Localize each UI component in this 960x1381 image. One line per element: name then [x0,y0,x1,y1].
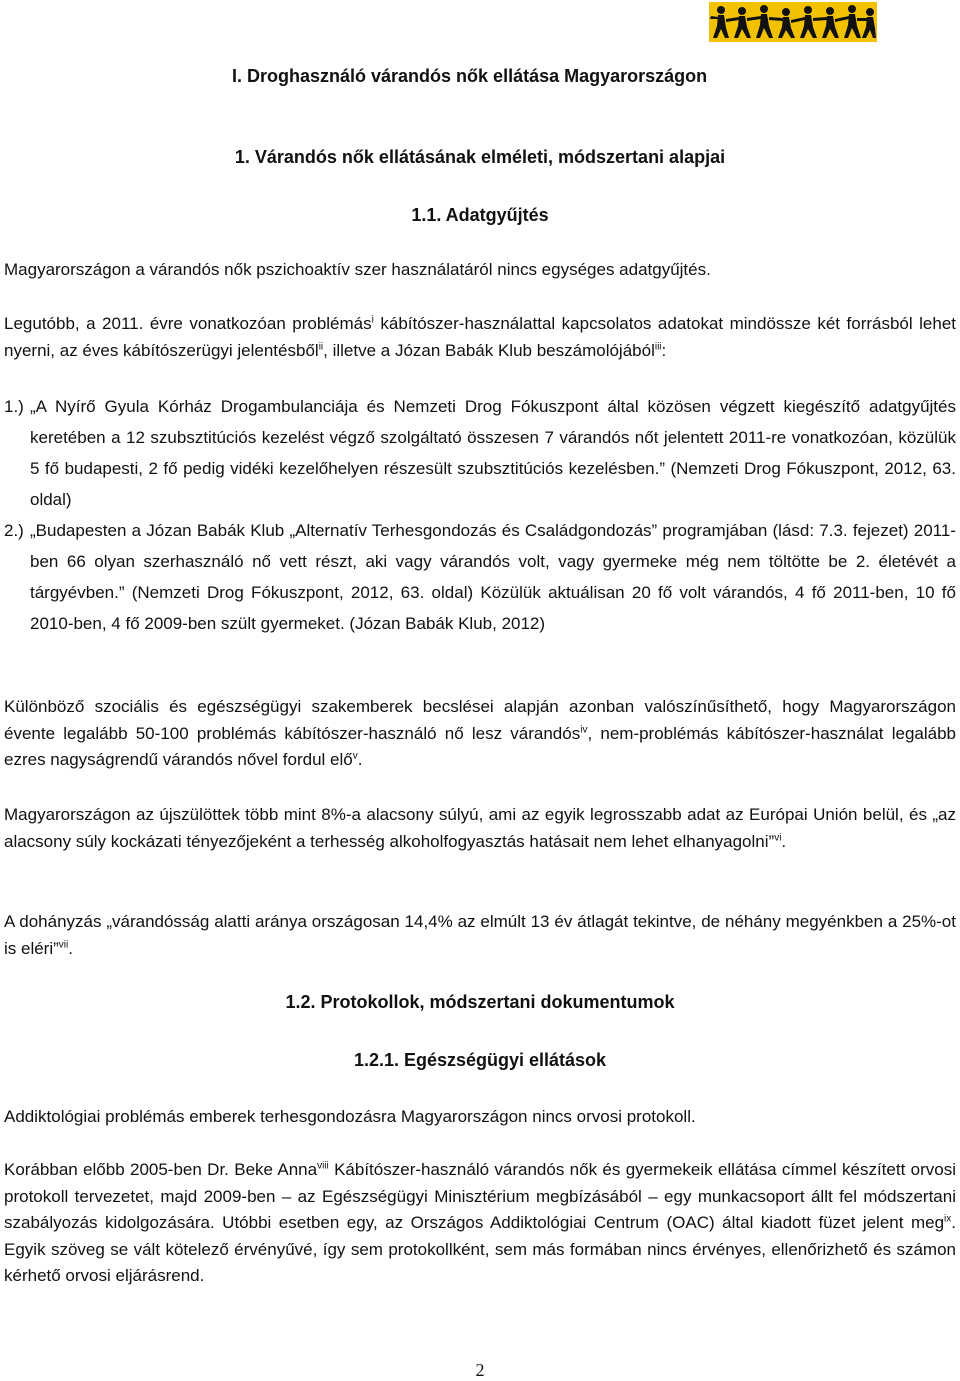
footnote-ref[interactable]: v [352,750,358,762]
footnote-ref[interactable]: i [371,314,374,326]
section-heading-protocols: 1.2. Protokollok, módszertani dokumentumok [285,992,675,1012]
list-item-text: „A Nyírő Gyula Kórház Drogambulanciája és Nemzeti Drog Fókuszpont által közösen végzett kiegészítő adatgyűjtés keretében a 12 szubsztitúciós kezelést végző szolgáltató összesen 7 várandós nőt jelentett 2011-re vonatkozóan, közülük 5 fő budapesti, 2 fő pedig vidéki kezelőhelyen részesült szubsztitúciós kezelésben.” (Nemzeti Drog Fókuszpont, 2012, 63. oldal) [30,397,956,509]
paragraph-estimates: Különböző szociális és egészségügyi szakemberek becslései alapján azonban valószínűsíthető, hogy Magyarországon évente legalább 50-100 problémás kábítószer-használó nő lesz várandós$^{iv}$, nem-problémás kábítószer-használat legalább ezres nagyságrendű várandós nővel fordul elő$^v$. [4,697,957,769]
paragraph-no-protocol: Addiktológiai problémás emberek terhesgondozásra Magyarországon nincs orvosi protokoll. [4,1107,696,1126]
footnote-ref[interactable]: ix [944,1213,952,1225]
list-item [4,391,956,515]
section-heading: 1. Várandós nők ellátásának elméleti, módszertani alapjai [234,147,726,167]
list-item-number: 1.) [4,397,24,416]
footnote-ref[interactable]: vi [774,831,782,843]
footnote-ref[interactable]: iv [580,723,588,735]
logo [709,2,877,42]
paragraph-newborns: Magyarországon az újszülöttek több mint 8%-a alacsony súlyú, ami az egyik legrosszabb adat az Európai Unión belül, és „az alacsony súly kockázati tényezőjeként a terhesség alkoholfogyasztás hatásait nem lehet elhanyagolni”$^{vi}$. [4,805,956,851]
list-item-text: „Budapesten a Józan Babák Klub „Alternatív Terhesgondozás és Családgondozás” programjában (lásd: 7.3. fejezet) 2011-ben 66 olyan szerhasználó nő vett részt, aki vagy várandós volt, vagy gyermeke még nem töltötte be 2. életévét a tárgyévben.” (Nemzeti Drog Fókuszpont, 2012, 63. oldal) Közülük aktuálisan 20 fő volt várandós, 4 fő 2011-ben, 10 fő 2010-ben, 4 fő 2009-ben szült gyermeket. (Józan Babák Klub, 2012) [30,521,956,633]
subsection-heading-healthcare: 1.2.1. Egészségügyi ellátások [353,1050,607,1070]
paragraph-sources: Legutóbb, a 2011. évre vonatkozóan problémás$^i$ kábítószer-használattal kapcsolatos adatokat mindössze két forrásból lehet nyerni, az éves kábítószerügyi jelentésből$^{ii}$, illetve a Józan Babák Klub beszámolójából$^{iii}$: [4,314,957,360]
paragraph-smoking: A dohányzás „várandósság alatti aránya országosan 14,4% az elmúlt 13 év átlagát tekintve, de néhány megyénkben a 25%-ot is eléri”$^{vii}$. [4,912,956,958]
paragraph-data-collection: Magyarországon a várandós nők pszichoaktív szer használatáról nincs egységes adatgyűjtés. [4,260,711,279]
footnote-ref[interactable]: ii [318,340,324,352]
footnote-ref[interactable]: vii [58,938,69,950]
dancing-figures-logo-icon [709,2,877,42]
footnote-ref[interactable]: viii [317,1160,329,1172]
chapter-heading: I. Droghasználó várandós nők ellátása Magyarországon [232,66,708,86]
paragraph-history: Korábban előbb 2005-ben Dr. Beke Anna$^{viii}$ Kábítószer-használó várandós nők és gyermekeik ellátása címmel készített orvosi protokoll tervezetet, majd 2009-ben – az Egészségügyi Minisztérium megbízásából – egy munkacsoport állt fel módszertani szabályozás kidolgozására. Utóbbi esetben egy, az Országos Addiktológiai Centrum (OAC) által kiadott füzet jelent meg$^{ix}$. Egyik szöveg se vált kötelező érvényűvé, így sem protokollként, sem más formában nincs érvényes, ellenőrizhető és számon kérhető orvosi eljárásrend. [4,1160,956,1285]
sources-list [4,391,956,639]
page-number: 2 [475,1360,485,1380]
list-item-number: 2.) [4,521,24,540]
subsection-heading: 1.1. Adatgyűjtés [411,205,549,225]
list-item [4,515,956,639]
footnote-ref[interactable]: iii [654,340,662,352]
